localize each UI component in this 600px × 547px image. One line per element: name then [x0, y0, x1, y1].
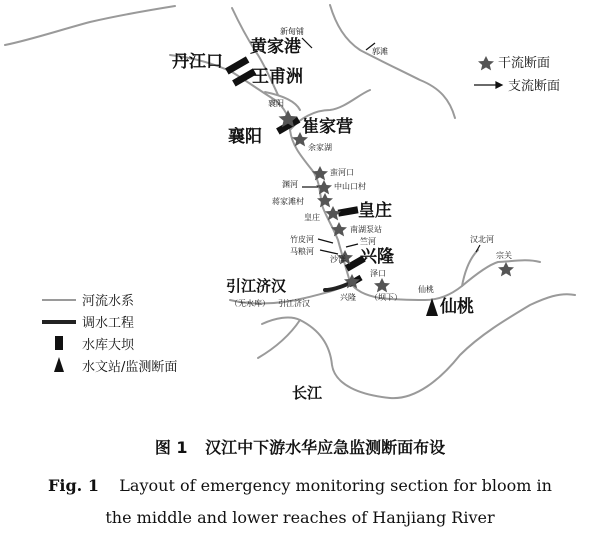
label-yujiahu: 余家湖 — [308, 143, 332, 152]
star-zekou — [374, 278, 390, 292]
label-yinjiangjihan-small: 引江济汉 — [278, 299, 310, 308]
label-wushuiba: （无水库） — [230, 299, 270, 308]
label-zongguan: 宗关 — [496, 251, 512, 260]
arrow-legend-head — [496, 82, 502, 88]
label-xinglong: 兴隆 — [360, 247, 394, 267]
legend-main-section: 干流断面 — [498, 56, 551, 71]
label-jiangjiatancun: 蒋家滩村 — [272, 197, 304, 206]
arrow-xinbaizhen — [302, 38, 312, 48]
legend-station-icon — [54, 357, 64, 372]
label-baxia: （坝下） — [370, 293, 402, 302]
caption-cn-title: 汉江中下游水华应急监测断面布设 — [205, 438, 446, 457]
label-cuijiaying: 崔家营 — [302, 117, 353, 137]
caption-en-fig: Fig. 1 — [48, 476, 99, 495]
star-nanhu — [331, 222, 347, 236]
legend-river-system: 河流水系 — [82, 294, 135, 309]
arrow-zhuhe — [346, 244, 358, 247]
label-shayang: 沙洋 — [330, 255, 346, 264]
star-legend — [478, 56, 494, 70]
label-yinjiangjihan: 引江济汉 — [226, 277, 287, 295]
legend-tributary-section: 支流断面 — [508, 79, 561, 94]
legend-diversion-project: 调水工程 — [82, 316, 135, 331]
label-xiangyang: 襄阳 — [228, 127, 262, 147]
label-nanhubengzhan: 南湖泵站 — [350, 225, 382, 234]
caption-en-line1 — [0, 476, 600, 495]
label-xiantao: 仙桃 — [440, 297, 474, 317]
label-zekou: 泽口 — [370, 269, 386, 278]
legend-dam-icon — [55, 336, 63, 350]
star-zongguan — [498, 262, 514, 276]
caption-en-line2 — [0, 508, 600, 527]
label-hanbeihe: 汉北河 — [470, 235, 494, 244]
label-huangjiagang: 黄家港 — [250, 37, 301, 57]
label-hetan: 郭滩 — [372, 47, 388, 56]
label-zhongshankoucun: 中山口村 — [334, 182, 366, 191]
label-changjiang: 长江 — [292, 384, 323, 402]
star-jiangjiatan — [317, 193, 333, 207]
caption-cn — [0, 435, 600, 458]
label-huangzhuang-small: 皇庄 — [304, 213, 320, 222]
label-xiantao-small: 仙桃 — [418, 285, 434, 294]
river-north-tributary — [330, 5, 455, 118]
label-maliangpo: 马粮河 — [290, 247, 314, 256]
caption-en-text2: the middle and lower reaches of Hanjiang River — [105, 508, 495, 527]
star-manhekou — [312, 166, 328, 180]
label-wangfuzhou: 王甫洲 — [252, 67, 303, 87]
arrow-zhupihe — [318, 239, 333, 243]
caption-en-text1: Layout of emergency monitoring section for bloom in — [119, 476, 552, 495]
label-zhupihe: 竹皮河 — [290, 235, 314, 244]
river-upper-tributary — [5, 6, 175, 45]
arrow-maliangpo — [320, 250, 338, 254]
river-changjiang-west — [258, 320, 300, 358]
river-southwest — [262, 317, 300, 324]
legend-reservoir-dam: 水库大坝 — [82, 338, 135, 353]
label-danjiangkou: 丹江口 — [172, 52, 223, 72]
label-manhekou: 蛮河口 — [330, 168, 354, 177]
river-changjiang — [300, 294, 575, 398]
label-xiangyang-small: 襄阳 — [268, 99, 284, 108]
label-xinglong-small: 兴隆 — [340, 293, 356, 302]
caption-cn-fig: 图 1 — [154, 438, 188, 457]
dam-danjiangkou — [225, 56, 249, 74]
label-zhuhe: 竺河 — [360, 237, 376, 246]
legend-hydro-station: 水文站/监测断面 — [82, 360, 178, 375]
label-huangzhuang: 皇庄 — [358, 201, 392, 221]
label-xinbaizhen: 新甸铺 — [280, 27, 304, 36]
label-lihe: 渊河 — [282, 180, 298, 189]
